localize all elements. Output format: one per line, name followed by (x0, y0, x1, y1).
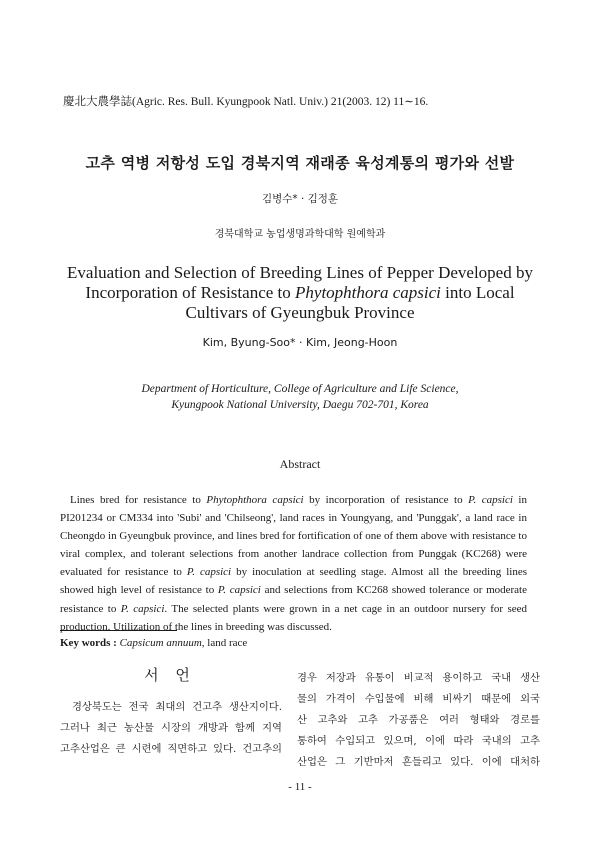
abstract-heading: Abstract (279, 457, 321, 471)
body-right-column (297, 668, 540, 773)
abstract-text: by inoculation at seedling stage. Almost all the breeding lines showed high level of resistance to (60, 566, 528, 597)
english-affiliation-line-1: Department of Horticulture, College of Agriculture and Life Science, (141, 383, 459, 395)
korean-authors: 김병수* · 김정훈 (261, 193, 339, 205)
english-affiliation-line-2: Kyungpook National University, Daegu 702-701, Korea (171, 399, 429, 411)
body-text-line: 경우 저장과 유통이 비교적 용이하고 국내 생산 (297, 672, 540, 684)
abstract-body (60, 491, 527, 636)
section-title-introduction: 서 언 (144, 666, 196, 684)
abstract-text: by incorporation of resistance to (303, 494, 469, 506)
korean-title: 고추 역병 저항성 도입 경북지역 재래종 육성계통의 평가와 선발 (85, 154, 515, 172)
body-text-line: 산업은 그 기반마저 흔들리고 있다. 이에 대처하 (297, 756, 540, 768)
abstract-text: . The selected plants were grown in a net cage in an outdoor nursery for seed production. Utilization of the lines in breeding was discussed. (60, 602, 527, 633)
page-number: - 11 - (288, 781, 312, 793)
keywords-term: Capsicum annuum (119, 637, 202, 649)
body-left-column (60, 697, 282, 760)
english-title-species: Phytophthora capsici (295, 283, 441, 302)
english-title (60, 263, 540, 323)
body-text-line: 경상북도는 전국 최대의 건고추 생산지이다. (72, 701, 282, 713)
journal-citation: 慶北大農學誌(Agric. Res. Bull. Kyungpook Natl. Univ.) 21(2003. 12) 11∼16. (63, 96, 429, 108)
keywords-rest: , land race (201, 637, 248, 649)
abstract-species-name: Phytophthora capsici (206, 494, 304, 506)
abstract-text: Lines bred for resistance to (70, 494, 207, 506)
english-affiliation (60, 381, 540, 413)
english-title-line-2-pre: Incorporation of Resistance to (85, 283, 296, 302)
abstract-species-name: P. capsici (217, 584, 261, 597)
abstract-text: and selections from KC268 showed tolerance or moderate resistance to (60, 584, 527, 615)
abstract-species-name: P. capsici (120, 602, 165, 615)
body-text-line: 산 고추와 고추 가공품은 여러 형태와 경로를 (297, 714, 540, 726)
korean-affiliation: 경북대학교 농업생명과학대학 원예학과 (214, 229, 386, 240)
english-title-line-2-post: into Local (440, 283, 515, 302)
body-text-line: 고추산업은 큰 시련에 직면하고 있다. 건고추의 (60, 743, 282, 755)
keywords-divider (60, 630, 177, 631)
abstract-species-name: P. capsici (186, 566, 232, 579)
english-title-line-1: Evaluation and Selection of Breeding Lines of Pepper Developed by (67, 263, 533, 282)
body-text-line: 통하여 수입되고 있으며, 이에 따라 국내의 고추 (297, 735, 540, 747)
keywords-label: Key words : (60, 637, 117, 649)
keywords-line (60, 637, 247, 649)
english-authors: Kim, Byung-Soo* · Kim, Jeong-Hoon (202, 336, 398, 349)
body-text-line: 물의 가격이 수입물에 비해 비싸기 때문에 외국 (297, 693, 540, 705)
body-text-line: 그러나 최근 농산물 시장의 개방과 함께 지역 (60, 722, 282, 734)
english-title-line-3: Cultivars of Gyeungbuk Province (185, 303, 415, 322)
abstract-species-name: P. capsici (468, 494, 513, 506)
abstract-text: in PI201234 or CM334 into 'Subi' and 'Chilseong', land races in Youngyang, and 'Punggak', a land race in Cheongdo in Gyeungbuk province, and lines bred for fortification of one of them above with resistance to viral complex, and tolerant selections from another landrace collection from Punggak (KC268) were evaluated for resistance to (60, 494, 527, 579)
